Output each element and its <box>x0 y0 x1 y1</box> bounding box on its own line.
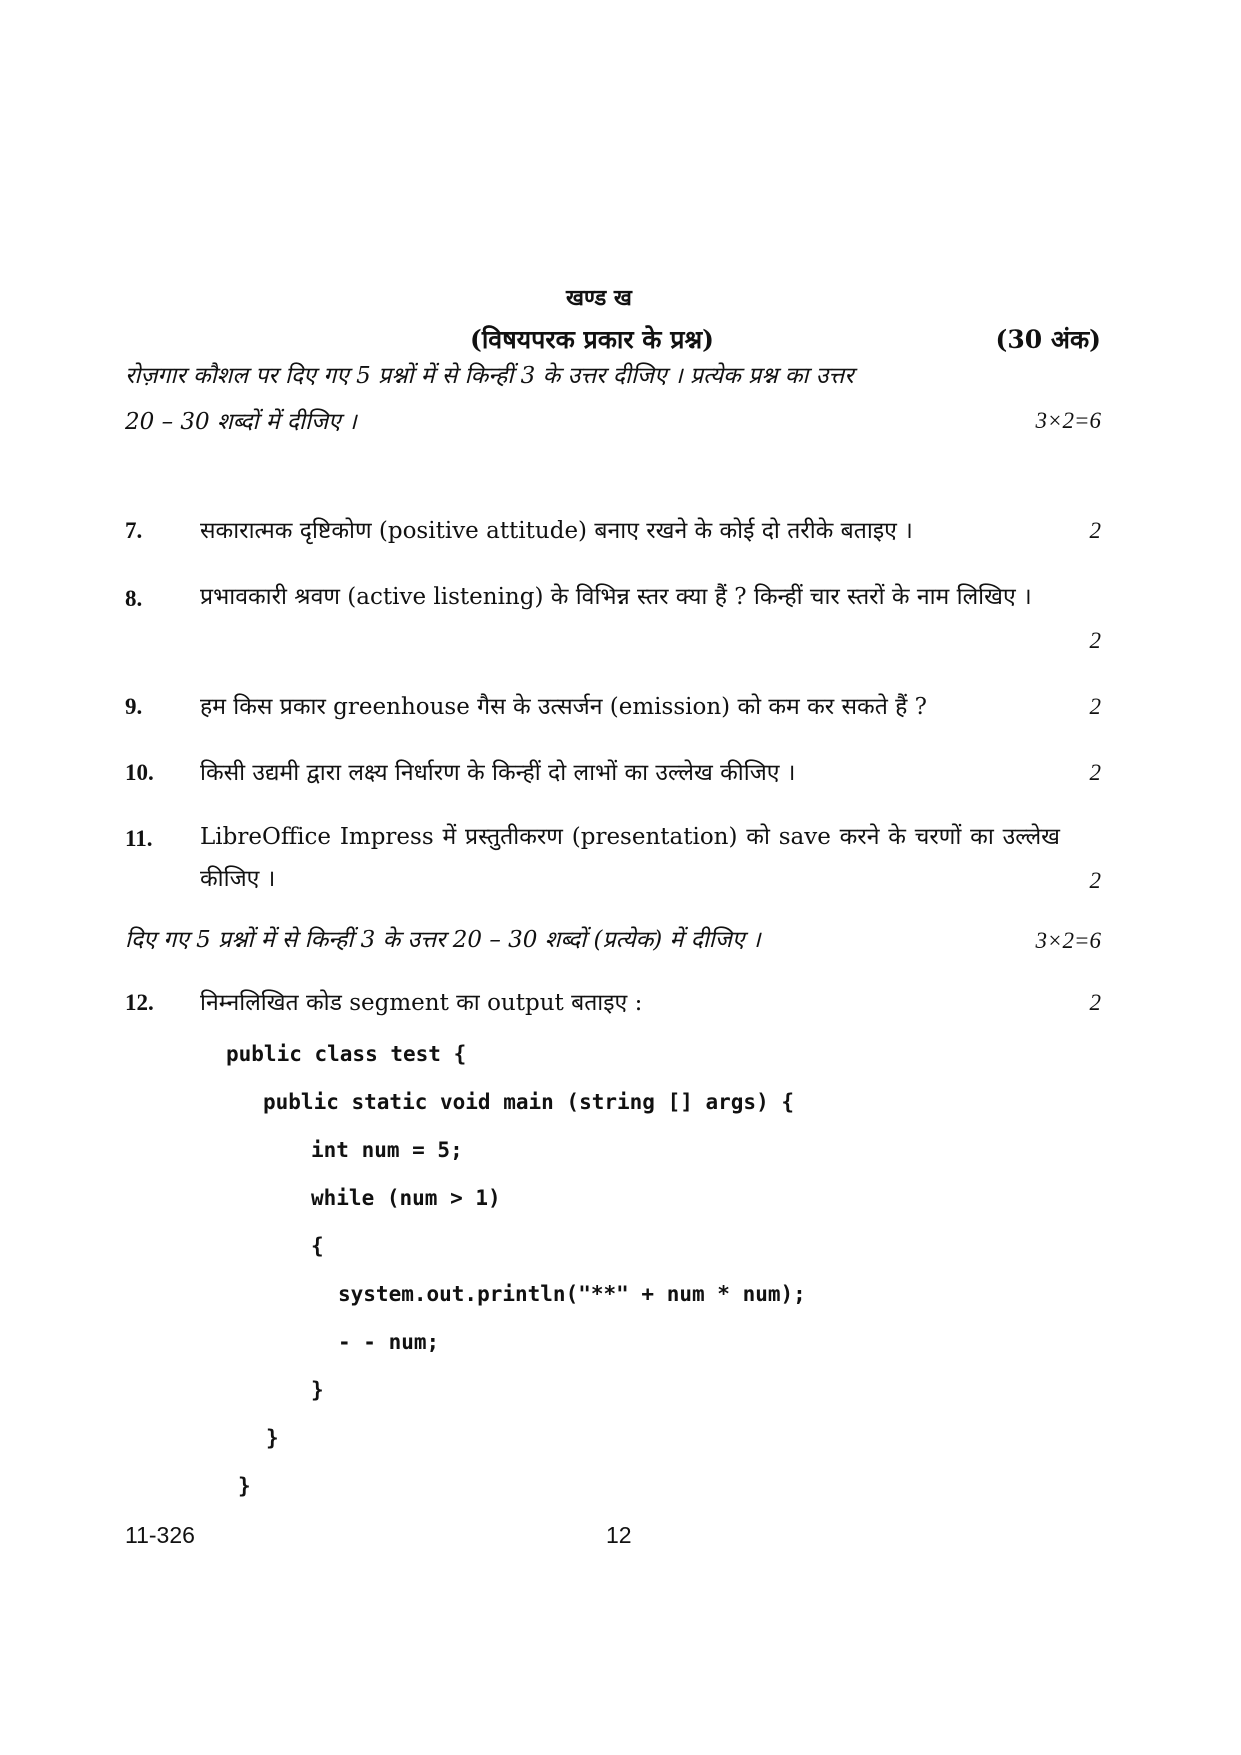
question-text: किसी उद्यमी द्वारा लक्ष्य निर्धारण के किन्हीं दो लाभों का उल्लेख कीजिए । <box>200 760 796 786</box>
question-number: 10. <box>125 760 154 785</box>
question-text: सकारात्मक दृष्टिकोण (positive attitude) बनाए रखने के कोई दो तरीके बताइए । <box>200 518 913 544</box>
code-line: - - num; <box>338 1330 440 1354</box>
question-marks: 2 <box>1089 990 1101 1015</box>
code-line: while (num > 1) <box>311 1186 501 1210</box>
instruction-marks: 3×2=6 <box>1035 408 1101 433</box>
code-line: { <box>311 1234 324 1258</box>
code-line: } <box>238 1474 251 1498</box>
instruction-line-1: रोज़गार कौशल पर दिए गए 5 प्रश्नों में से किन्हीं 3 के उत्तर दीजिए । प्रत्येक प्रश्न का उत्तर <box>125 363 854 389</box>
instruction-line-2: 20 – 30 शब्दों में दीजिए । <box>125 409 357 435</box>
question-text: LibreOffice Impress में प्रस्तुतीकरण (presentation) को save करने के चरणों का उल्लेख कीजिए । <box>200 824 1060 892</box>
question-number: 12. <box>125 990 154 1015</box>
code-line: int num = 5; <box>311 1138 463 1162</box>
code-line: } <box>266 1426 279 1450</box>
code-line: } <box>311 1378 324 1402</box>
question-marks: 2 <box>1089 868 1101 893</box>
question-number: 9. <box>125 694 143 719</box>
section-subtitle: (विषयपरक प्रकार के प्रश्न) <box>470 325 714 354</box>
paper-code: 11-326 <box>125 1522 195 1548</box>
question-number: 11. <box>125 826 153 851</box>
question-text: हम किस प्रकार greenhouse गैस के उत्सर्जन (emission) को कम कर सकते हैं ? <box>200 694 927 720</box>
question-number: 8. <box>125 586 143 611</box>
code-line: system.out.println("**" + num * num); <box>338 1282 806 1306</box>
instruction-2: दिए गए 5 प्रश्नों में से किन्हीं 3 के उत्तर 20 – 30 शब्दों (प्रत्येक) में दीजिए । <box>125 927 761 953</box>
page-number: 12 <box>606 1522 632 1548</box>
code-line: public static void main (string [] args) { <box>263 1090 795 1114</box>
question-marks: 2 <box>1089 518 1101 543</box>
section-heading: खण्ड ख <box>566 285 632 311</box>
question-marks: 2 <box>1089 628 1101 653</box>
code-line: public class test { <box>226 1042 467 1066</box>
section-marks: (30 अंक) <box>995 325 1101 354</box>
question-text: निम्नलिखित कोड segment का output बताइए : <box>200 990 643 1016</box>
question-text: प्रभावकारी श्रवण (active listening) के विभिन्न स्तर क्या हैं ? किन्हीं चार स्तरों के नाम लिखिए । <box>200 584 1032 610</box>
instruction-2-marks: 3×2=6 <box>1035 928 1101 953</box>
question-marks: 2 <box>1089 760 1101 785</box>
question-number: 7. <box>125 518 143 543</box>
question-marks: 2 <box>1089 694 1101 719</box>
